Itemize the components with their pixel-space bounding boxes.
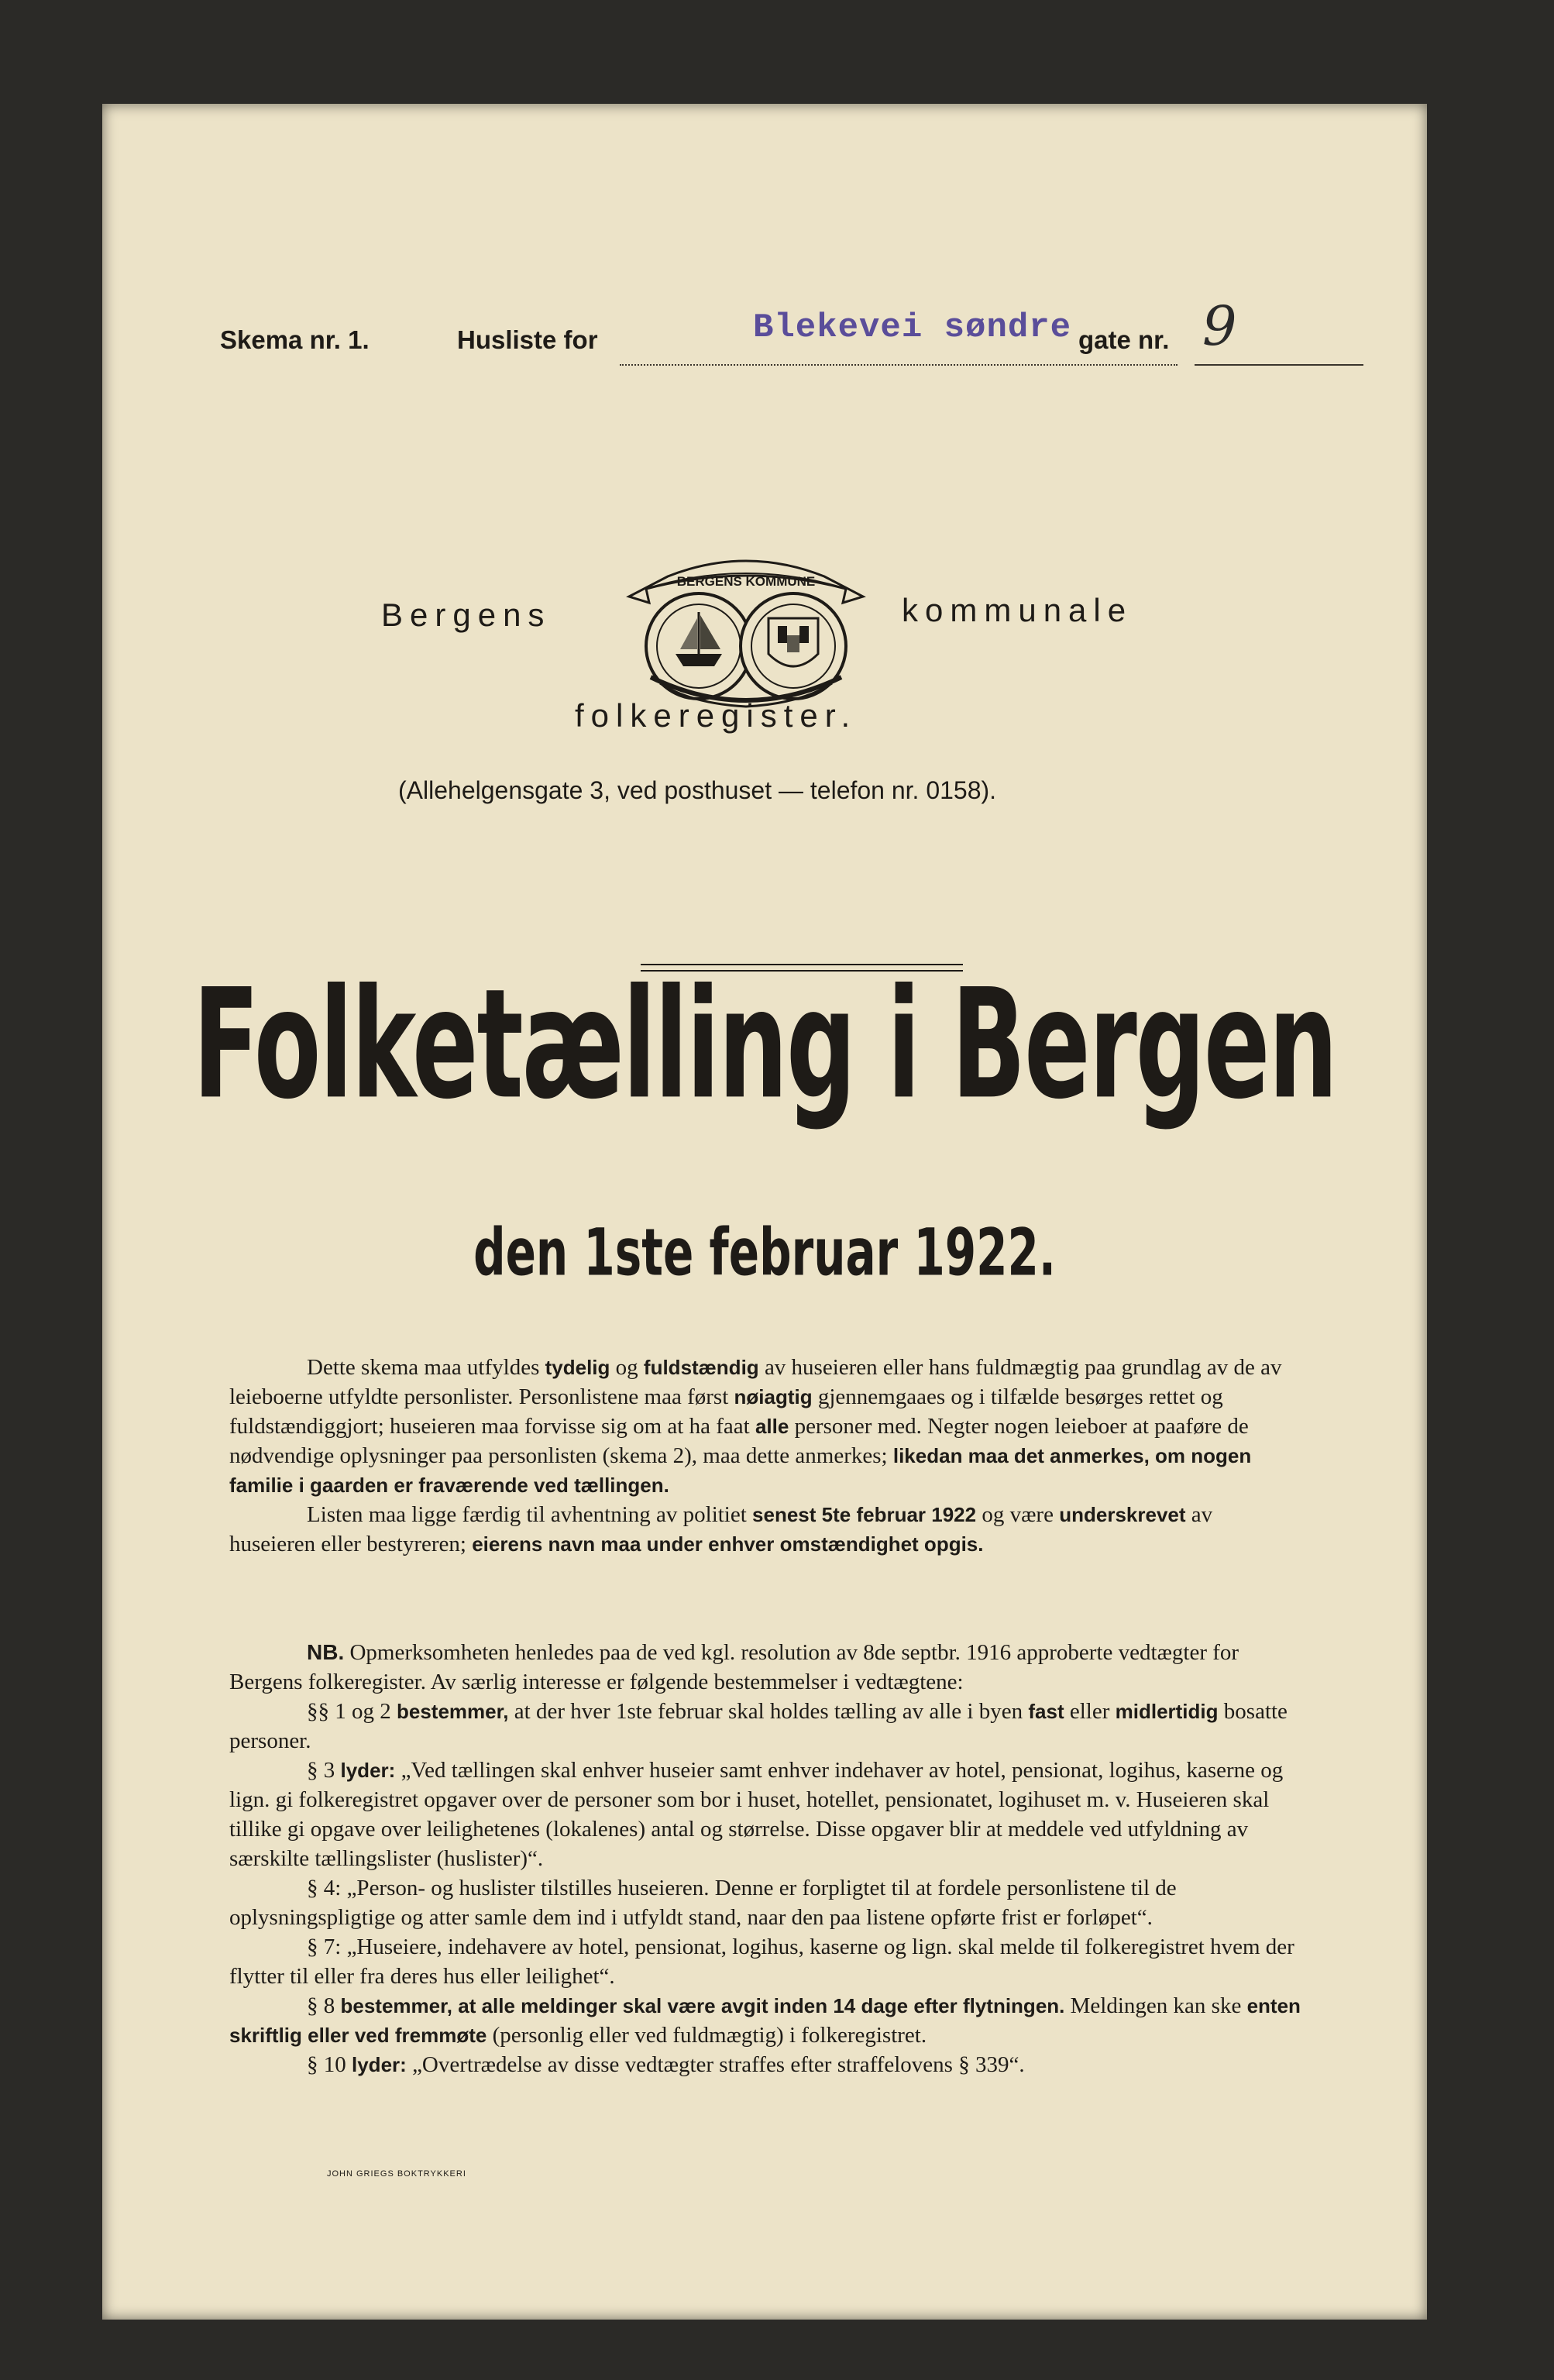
printer-imprint: JOHN GRIEGS BOKTRYKKERI (327, 2169, 466, 2179)
house-number-handwritten: 9 (1202, 294, 1237, 358)
document-page (102, 104, 1427, 2320)
bergens-word: Bergens (381, 597, 552, 633)
section-3: § 3 lyder: „Ved tællingen skal enhver huseier samt enhver indehaver av hotel, pensionat, logihus, kaserne og lign. gi folkeregistret opgaver over de personer som bor i huset, hotellet, pensionatet, logihuset m. v. Huseieren skal tillike gi opgave over leilighetenes (lokalenes) antal og størrelse. Disse opgaver blir at meddele ved utfyldning av særskilte tællingslister (huslister)“. (229, 1758, 1284, 1871)
husliste-label: Husliste for (457, 325, 598, 354)
ribbon-text: BERGENS KOMMUNE (676, 574, 816, 589)
nb-paragraph: NB. Opmerksomheten henledes paa de ved kgl. resolution av 8de septbr. 1916 approberte vedtægter for Bergens folkeregister. Av særlig interesse er følgende bestemmelser i vedtægtene: (229, 1640, 1239, 1694)
instructions-paragraph-1: Dette skema maa utfyldes tydelig og fuldstændig av huseieren eller hans fuldmægtig paa grundlag av de av leieboerne utfyldte personlister. Personlistene maa først nøiagtig gjennemgaaes og i tilfælde besørges rettet og fuldstændiggjort; huseieren maa forvisse sig om at ha faat alle personer med. Negter nogen leieboer at paaføre de nødvendige oplysninger paa personlisten (skema 2), maa dette anmerkes; likedan maa det anmerkes, om nogen familie i gaarden er fraværende ved tællingen. (229, 1355, 1282, 1497)
page-title: Folketælling i Bergen (192, 956, 1337, 1133)
section-10: § 10 lyder: „Overtrædelse av disse vedtægter straffes efter straffelovens § 339“. (307, 2052, 1025, 2077)
instructions-block (229, 1353, 1303, 1559)
instructions-paragraph-2: Listen maa ligge færdig til avhentning av politiet senest 5te februar 1922 og være underskrevet av huseieren eller bestyreren; eierens navn maa under enhver omstændighet opgis. (229, 1502, 1213, 1556)
gate-label: gate nr. (1075, 325, 1169, 355)
section-8: § 8 bestemmer, at alle meldinger skal være avgit inden 14 dage efter flytningen. Meldingen kan ske enten skriftlig eller ved fremmøte (personlig eller ved fuldmægtig) i folkeregistret. (229, 1993, 1301, 2048)
skema-label: Skema nr. 1. (220, 325, 370, 354)
page-subtitle: den 1ste februar 1922. (473, 1214, 1056, 1291)
regulations-block (229, 1638, 1303, 2079)
bergen-coat-of-arms-icon (614, 538, 878, 716)
folkeregister-word: folkeregister. (575, 697, 858, 734)
street-name-stamp: Blekevei søndre (753, 308, 1072, 347)
kommunale-word: kommunale (902, 592, 1133, 628)
address-line: (Allehelgensgate 3, ved posthuset — telefon nr. 0158). (398, 776, 997, 804)
number-line (1195, 364, 1363, 366)
street-dotted-line (620, 364, 1178, 366)
section-4: § 4: „Person- og huslister tilstilles huseieren. Denne er forpligtet til at fordele personlistene til de oplysningspligtige og atter samle dem ind i utfyldt stand, naar den paa listene opførte frist er forløpet“. (229, 1876, 1177, 1930)
section-7: § 7: „Huseiere, indehavere av hotel, pensionat, logihus, kaserne og lign. skal melde til folkeregistret hvem der flytter til eller fra deres hus eller leilighet“. (229, 1935, 1294, 1989)
section-1-2: §§ 1 og 2 bestemmer, at der hver 1ste februar skal holdes tælling av alle i byen fast eller midlertidig bosatte personer. (229, 1699, 1288, 1753)
